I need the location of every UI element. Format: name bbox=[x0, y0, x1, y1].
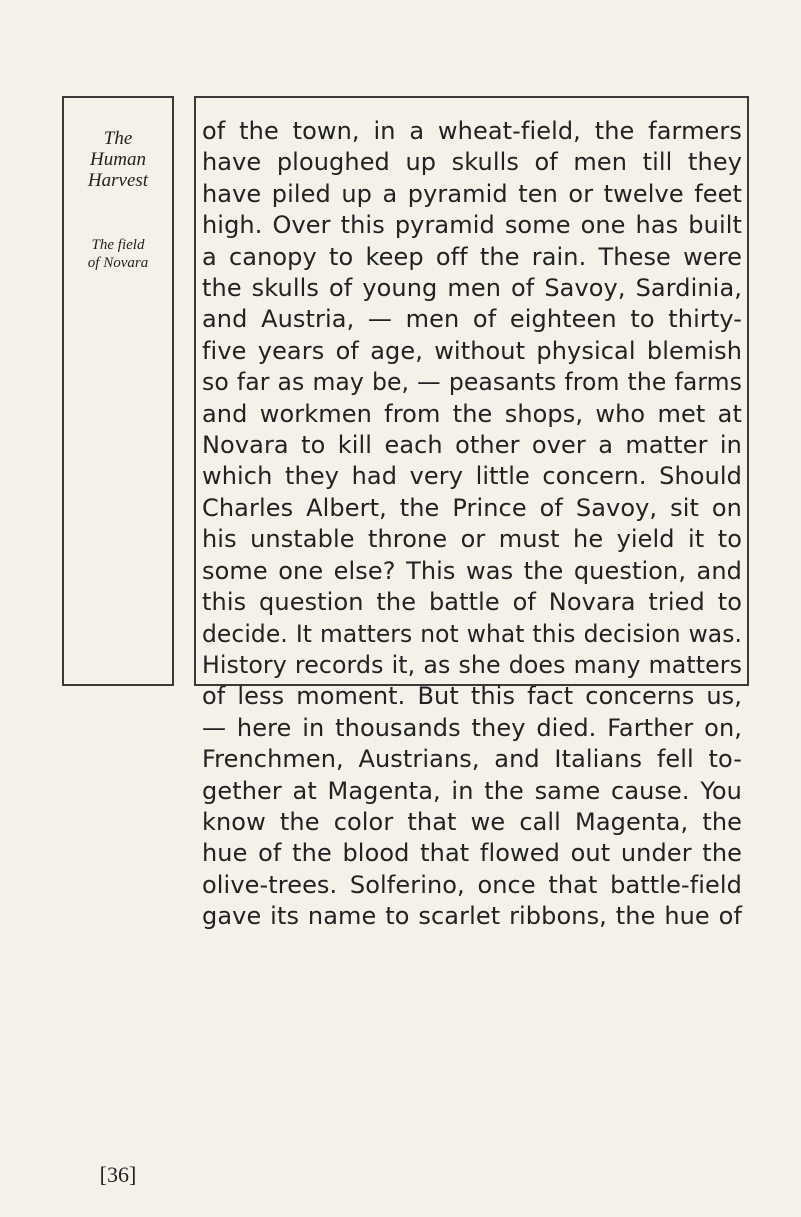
text-line: some one else? This was the question, and bbox=[202, 556, 742, 585]
text-line: his unstable throne or must he yield it to bbox=[202, 525, 742, 554]
running-heading-line: The bbox=[103, 128, 133, 149]
page-number: [36] bbox=[99, 1162, 137, 1187]
text-line: have ploughed up skulls of men till they bbox=[202, 148, 742, 177]
margin-note-line: The field bbox=[91, 237, 145, 253]
text-line: gether at Magenta, in the same cause. You bbox=[202, 776, 742, 805]
text-line: know the color that we call Magenta, the bbox=[202, 807, 742, 836]
text-line: this question the battle of Novara tried to bbox=[202, 588, 742, 617]
running-heading bbox=[62, 128, 174, 191]
text-line: have piled up a pyramid ten or twelve feet bbox=[202, 179, 742, 208]
text-line: gave its name to scarlet ribbons, the hue of bbox=[202, 902, 742, 931]
text-line: Charles Albert, the Prince of Savoy, sit on bbox=[202, 493, 742, 522]
text-line: olive-trees. Solferino, once that battle-field bbox=[202, 870, 742, 899]
text-line: Novara to kill each other over a matter in bbox=[202, 431, 742, 460]
text-line: and workmen from the shops, who met at bbox=[202, 399, 742, 428]
text-line: the skulls of young men of Savoy, Sardinia, bbox=[202, 274, 742, 303]
margin-note-line: of Novara bbox=[87, 255, 149, 271]
running-heading-line: Harvest bbox=[87, 170, 149, 191]
text-line: of the town, in a wheat-field, the farmers bbox=[202, 117, 742, 145]
text-line: so far as may be, — peasants from the farms bbox=[202, 368, 742, 397]
text-line: five years of age, without physical blemish bbox=[202, 336, 742, 365]
text-line: decide. It matters not what this decision was. bbox=[202, 619, 742, 648]
text-line: which they had very little concern. Should bbox=[202, 462, 742, 491]
margin-note bbox=[62, 236, 174, 272]
running-heading-line: Human bbox=[90, 149, 146, 170]
text-line: and Austria, — men of eighteen to thirty- bbox=[202, 305, 742, 334]
text-line: a canopy to keep off the rain. These were bbox=[202, 242, 742, 271]
text-line: high. Over this pyramid some one has built bbox=[202, 211, 742, 240]
text-line: of less moment. But this fact concerns us, bbox=[202, 682, 742, 711]
body-text bbox=[202, 116, 742, 933]
text-line: Frenchmen, Austrians, and Italians fell to- bbox=[202, 745, 742, 774]
text-line: hue of the blood that flowed out under the bbox=[202, 839, 742, 868]
text-line: — here in thousands they died. Farther on, bbox=[202, 713, 742, 742]
text-line: History records it, as she does many matters bbox=[202, 650, 742, 679]
